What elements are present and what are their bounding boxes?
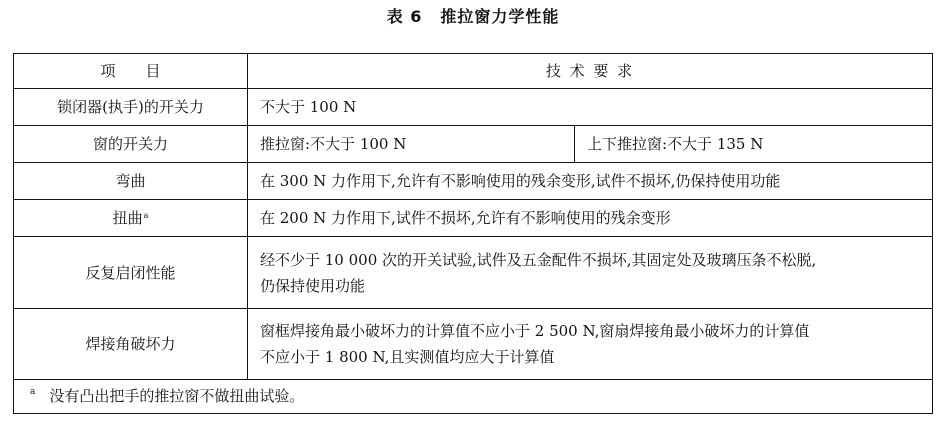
row-requirement-text-line1: 窗框焊接角最小破坏力的计算值不应小于 2 500 N,窗扇焊接角最小破坏力的计算值	[260, 322, 810, 340]
header-requirement-label: 技 术 要 求	[545, 62, 635, 80]
row-item-label: 弯曲	[115, 172, 146, 190]
row-item-label: 锁闭器(执手)的开关力	[57, 98, 204, 116]
row-requirement-text: 在 200 N 力作用下,试件不损坏,允许有不影响使用的残余变形	[260, 209, 671, 227]
row-requirement-torsion	[248, 200, 932, 236]
row-requirement-text: 在 300 N 力作用下,允许有不影响使用的残余变形,试件不损坏,仍保持使用功能	[260, 172, 781, 190]
row-item-label: 窗的开关力	[92, 135, 168, 153]
row-item-label: 焊接角破坏力	[85, 335, 176, 353]
header-item-label: 项 目	[100, 62, 161, 80]
row-requirement-sliding-window	[248, 126, 574, 162]
row-requirement-bending	[248, 163, 932, 199]
row-requirement-vertical-sliding-window	[575, 126, 932, 162]
footnote-ref: a	[143, 211, 149, 220]
row-requirement-text: 不大于 100 N	[260, 98, 357, 116]
footnote-mark: a	[30, 387, 36, 397]
row-item-torsion	[14, 200, 247, 236]
header-item	[14, 54, 247, 88]
row-requirement-text: 推拉窗:不大于 100 N	[260, 135, 407, 153]
row-item-window-force	[14, 126, 247, 162]
table-caption	[0, 6, 946, 28]
row-item-lock-force	[14, 89, 247, 125]
table-footnote	[14, 380, 932, 412]
row-item-repeated-opening	[14, 237, 247, 308]
row-item-label: 反复启闭性能	[85, 263, 176, 282]
row-requirement-lock-force	[248, 89, 932, 125]
row-requirement-text-line2: 不应小于 1 800 N,且实测值均应大于计算值	[260, 348, 555, 366]
row-requirement-text: 上下推拉窗:不大于 135 N	[587, 135, 764, 153]
footnote-text: 没有凸出把手的推拉窗不做扭曲试验。	[49, 387, 305, 405]
row-item-weld-corner	[14, 309, 247, 379]
header-requirement	[248, 54, 932, 88]
row-requirement-text-line2: 仍保持使用功能	[260, 276, 366, 295]
table-title: 推拉窗力学性能	[440, 7, 560, 26]
row-requirement-repeated-opening	[248, 237, 932, 308]
row-item-bending	[14, 163, 247, 199]
mechanical-performance-table	[13, 53, 933, 414]
table-number: 表 6	[386, 7, 423, 26]
row-item-label: 扭曲	[112, 209, 143, 227]
row-requirement-text-line1: 经不少于 10 000 次的开关试验,试件及五金配件不损坏,其固定处及玻璃压条不松脱,	[260, 250, 817, 269]
row-requirement-weld-corner	[248, 309, 932, 379]
